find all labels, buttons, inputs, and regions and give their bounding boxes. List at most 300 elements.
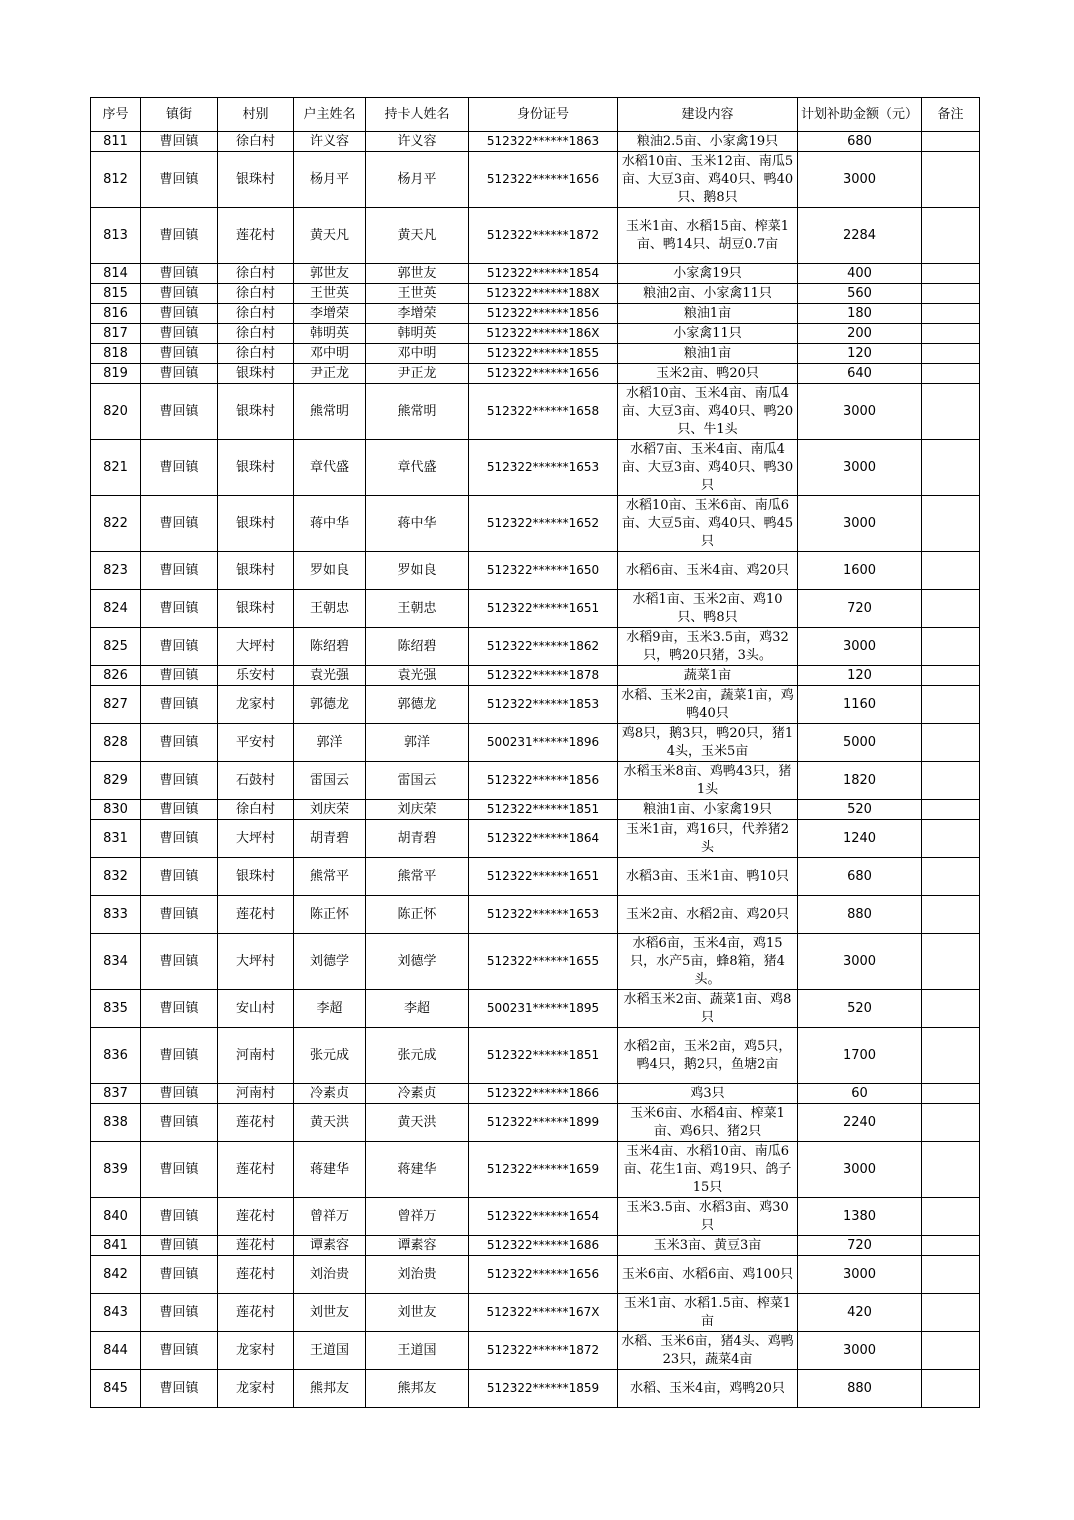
cell-seq: 814 <box>91 264 141 284</box>
cell-amount: 3000 <box>798 628 922 666</box>
cell-owner: 尹正龙 <box>294 364 366 384</box>
header-village: 村别 <box>218 98 294 132</box>
cell-note <box>922 800 980 820</box>
cell-content: 玉米1亩、水稻15亩、榨菜1亩、鸭14只、胡豆0.7亩 <box>618 208 798 264</box>
cell-content: 玉米6亩、水稻4亩、榨菜1亩、鸡6只、猪2只 <box>618 1104 798 1142</box>
cell-content: 蔬菜1亩 <box>618 666 798 686</box>
cell-village: 龙家村 <box>218 1370 294 1408</box>
cell-seq: 840 <box>91 1198 141 1236</box>
cell-content: 粮油2亩、小家禽11只 <box>618 284 798 304</box>
cell-village: 大坪村 <box>218 628 294 666</box>
cell-content: 小家禽11只 <box>618 324 798 344</box>
cell-content: 水稻、玉米2亩，蔬菜1亩，鸡鸭40只 <box>618 686 798 724</box>
header-note: 备注 <box>922 98 980 132</box>
cell-amount: 520 <box>798 800 922 820</box>
cell-owner: 袁光强 <box>294 666 366 686</box>
cell-id: 512322******1651 <box>469 590 618 628</box>
cell-id: 512322******1653 <box>469 440 618 496</box>
cell-note <box>922 324 980 344</box>
cell-town: 曹回镇 <box>141 208 218 264</box>
cell-seq: 845 <box>91 1370 141 1408</box>
cell-note <box>922 1370 980 1408</box>
cell-town: 曹回镇 <box>141 762 218 800</box>
cell-seq: 825 <box>91 628 141 666</box>
cell-id: 500231******1896 <box>469 724 618 762</box>
cell-town: 曹回镇 <box>141 896 218 934</box>
cell-content: 水稻1亩、玉米2亩、鸡10只、鸭8只 <box>618 590 798 628</box>
table-row <box>91 858 980 896</box>
cell-town: 曹回镇 <box>141 384 218 440</box>
cell-amount: 1160 <box>798 686 922 724</box>
cell-amount: 1240 <box>798 820 922 858</box>
cell-owner: 许义容 <box>294 132 366 152</box>
cell-id: 512322******1864 <box>469 820 618 858</box>
cell-content: 水稻10亩、玉米12亩、南瓜5亩、大豆3亩、鸡40只、鸭40只、鹅8只 <box>618 152 798 208</box>
cell-amount: 1380 <box>798 1198 922 1236</box>
cell-holder: 黄天洪 <box>366 1104 469 1142</box>
table-row <box>91 800 980 820</box>
cell-content: 玉米4亩、水稻10亩、南瓜6亩、花生1亩、鸡19只、鸽子15只 <box>618 1142 798 1198</box>
cell-content: 鸡3只 <box>618 1084 798 1104</box>
table-row <box>91 1332 980 1370</box>
cell-seq: 818 <box>91 344 141 364</box>
cell-amount: 1700 <box>798 1028 922 1084</box>
cell-town: 曹回镇 <box>141 724 218 762</box>
subsidy-table <box>90 97 980 1408</box>
cell-holder: 袁光强 <box>366 666 469 686</box>
cell-seq: 823 <box>91 552 141 590</box>
cell-holder: 熊邦友 <box>366 1370 469 1408</box>
cell-id: 512322******188X <box>469 284 618 304</box>
cell-owner: 章代盛 <box>294 440 366 496</box>
cell-holder: 熊常明 <box>366 384 469 440</box>
cell-owner: 王世英 <box>294 284 366 304</box>
cell-amount: 3000 <box>798 1142 922 1198</box>
cell-town: 曹回镇 <box>141 344 218 364</box>
cell-content: 粮油1亩 <box>618 344 798 364</box>
cell-owner: 刘庆荣 <box>294 800 366 820</box>
cell-id: 512322******1872 <box>469 208 618 264</box>
cell-owner: 黄天凡 <box>294 208 366 264</box>
cell-owner: 雷国云 <box>294 762 366 800</box>
table-row <box>91 1294 980 1332</box>
cell-id: 512322******1855 <box>469 344 618 364</box>
cell-village: 乐安村 <box>218 666 294 686</box>
cell-town: 曹回镇 <box>141 324 218 344</box>
cell-seq: 822 <box>91 496 141 552</box>
subsidy-table-sheet <box>90 97 979 1408</box>
cell-content: 水稻玉米2亩、蔬菜1亩、鸡8只 <box>618 990 798 1028</box>
cell-note <box>922 628 980 666</box>
cell-owner: 陈绍碧 <box>294 628 366 666</box>
cell-holder: 章代盛 <box>366 440 469 496</box>
cell-id: 512322******167X <box>469 1294 618 1332</box>
cell-town: 曹回镇 <box>141 364 218 384</box>
cell-id: 512322******1854 <box>469 264 618 284</box>
cell-village: 银珠村 <box>218 440 294 496</box>
cell-note <box>922 1198 980 1236</box>
cell-content: 水稻、玉米6亩，猪4头、鸡鸭23只，蔬菜4亩 <box>618 1332 798 1370</box>
table-row <box>91 284 980 304</box>
cell-holder: 黄天凡 <box>366 208 469 264</box>
cell-seq: 832 <box>91 858 141 896</box>
cell-village: 莲花村 <box>218 1142 294 1198</box>
cell-holder: 张元成 <box>366 1028 469 1084</box>
cell-holder: 李增荣 <box>366 304 469 324</box>
cell-content: 玉米3.5亩、水稻3亩、鸡30只 <box>618 1198 798 1236</box>
cell-town: 曹回镇 <box>141 552 218 590</box>
cell-owner: 蒋中华 <box>294 496 366 552</box>
cell-content: 水稻9亩，玉米3.5亩，鸡32只，鸭20只猪，3头。 <box>618 628 798 666</box>
cell-holder: 谭素容 <box>366 1236 469 1256</box>
header-town: 镇街 <box>141 98 218 132</box>
cell-amount: 640 <box>798 364 922 384</box>
cell-seq: 813 <box>91 208 141 264</box>
cell-holder: 熊常平 <box>366 858 469 896</box>
cell-holder: 杨月平 <box>366 152 469 208</box>
cell-amount: 720 <box>798 590 922 628</box>
header-id: 身份证号 <box>469 98 618 132</box>
table-row <box>91 1104 980 1142</box>
cell-owner: 李超 <box>294 990 366 1028</box>
cell-content: 粮油2.5亩、小家禽19只 <box>618 132 798 152</box>
cell-id: 512322******1655 <box>469 934 618 990</box>
cell-amount: 560 <box>798 284 922 304</box>
cell-seq: 824 <box>91 590 141 628</box>
cell-amount: 400 <box>798 264 922 284</box>
cell-content: 水稻10亩、玉米6亩、南瓜6亩、大豆5亩、鸡40只、鸭45只 <box>618 496 798 552</box>
table-row <box>91 762 980 800</box>
cell-id: 512322******1872 <box>469 1332 618 1370</box>
cell-note <box>922 1084 980 1104</box>
cell-id: 512322******1652 <box>469 496 618 552</box>
table-row <box>91 1256 980 1294</box>
cell-holder: 冷素贞 <box>366 1084 469 1104</box>
header-seq: 序号 <box>91 98 141 132</box>
cell-owner: 曾祥万 <box>294 1198 366 1236</box>
table-row <box>91 590 980 628</box>
cell-holder: 罗如良 <box>366 552 469 590</box>
cell-amount: 3000 <box>798 384 922 440</box>
cell-note <box>922 934 980 990</box>
cell-amount: 120 <box>798 344 922 364</box>
cell-seq: 831 <box>91 820 141 858</box>
cell-amount: 3000 <box>798 934 922 990</box>
cell-holder: 刘德学 <box>366 934 469 990</box>
table-body <box>91 132 980 1408</box>
cell-note <box>922 666 980 686</box>
cell-seq: 833 <box>91 896 141 934</box>
table-row <box>91 1370 980 1408</box>
cell-owner: 冷素贞 <box>294 1084 366 1104</box>
cell-owner: 郭洋 <box>294 724 366 762</box>
cell-note <box>922 208 980 264</box>
cell-note <box>922 152 980 208</box>
cell-village: 安山村 <box>218 990 294 1028</box>
cell-village: 银珠村 <box>218 552 294 590</box>
cell-village: 徐白村 <box>218 132 294 152</box>
cell-village: 莲花村 <box>218 1104 294 1142</box>
cell-seq: 815 <box>91 284 141 304</box>
cell-content: 小家禽19只 <box>618 264 798 284</box>
cell-note <box>922 1332 980 1370</box>
table-row <box>91 440 980 496</box>
cell-id: 512322******1856 <box>469 762 618 800</box>
cell-note <box>922 858 980 896</box>
cell-seq: 836 <box>91 1028 141 1084</box>
cell-note <box>922 552 980 590</box>
cell-seq: 811 <box>91 132 141 152</box>
cell-town: 曹回镇 <box>141 1370 218 1408</box>
table-row <box>91 990 980 1028</box>
cell-seq: 819 <box>91 364 141 384</box>
cell-holder: 王道国 <box>366 1332 469 1370</box>
cell-village: 莲花村 <box>218 1294 294 1332</box>
cell-town: 曹回镇 <box>141 1256 218 1294</box>
cell-owner: 陈正怀 <box>294 896 366 934</box>
table-row <box>91 1236 980 1256</box>
cell-content: 玉米3亩、黄豆3亩 <box>618 1236 798 1256</box>
cell-holder: 刘世友 <box>366 1294 469 1332</box>
cell-amount: 3000 <box>798 496 922 552</box>
cell-note <box>922 1256 980 1294</box>
cell-town: 曹回镇 <box>141 800 218 820</box>
cell-id: 512322******1658 <box>469 384 618 440</box>
cell-note <box>922 364 980 384</box>
cell-content: 玉米2亩、水稻2亩、鸡20只 <box>618 896 798 934</box>
cell-owner: 王道国 <box>294 1332 366 1370</box>
cell-village: 银珠村 <box>218 152 294 208</box>
cell-id: 512322******1650 <box>469 552 618 590</box>
table-row <box>91 724 980 762</box>
cell-note <box>922 1142 980 1198</box>
cell-content: 玉米1亩、水稻1.5亩、榨菜1亩 <box>618 1294 798 1332</box>
cell-amount: 2284 <box>798 208 922 264</box>
cell-town: 曹回镇 <box>141 496 218 552</box>
cell-village: 银珠村 <box>218 590 294 628</box>
cell-village: 大坪村 <box>218 820 294 858</box>
cell-owner: 蒋建华 <box>294 1142 366 1198</box>
cell-owner: 刘世友 <box>294 1294 366 1332</box>
table-row <box>91 628 980 666</box>
cell-amount: 2240 <box>798 1104 922 1142</box>
table-row <box>91 344 980 364</box>
cell-amount: 680 <box>798 132 922 152</box>
cell-holder: 郭洋 <box>366 724 469 762</box>
cell-owner: 李增荣 <box>294 304 366 324</box>
cell-note <box>922 1028 980 1084</box>
header-content: 建设内容 <box>618 98 798 132</box>
cell-amount: 420 <box>798 1294 922 1332</box>
cell-owner: 韩明英 <box>294 324 366 344</box>
cell-amount: 880 <box>798 1370 922 1408</box>
cell-holder: 曾祥万 <box>366 1198 469 1236</box>
cell-seq: 843 <box>91 1294 141 1332</box>
table-row <box>91 896 980 934</box>
cell-id: 512322******1656 <box>469 152 618 208</box>
cell-amount: 60 <box>798 1084 922 1104</box>
cell-note <box>922 896 980 934</box>
cell-note <box>922 132 980 152</box>
table-row <box>91 1198 980 1236</box>
cell-id: 500231******1895 <box>469 990 618 1028</box>
cell-seq: 835 <box>91 990 141 1028</box>
cell-seq: 830 <box>91 800 141 820</box>
cell-content: 粮油1亩 <box>618 304 798 324</box>
cell-seq: 844 <box>91 1332 141 1370</box>
cell-village: 莲花村 <box>218 1236 294 1256</box>
cell-village: 龙家村 <box>218 686 294 724</box>
cell-id: 512322******1656 <box>469 364 618 384</box>
cell-id: 512322******1654 <box>469 1198 618 1236</box>
cell-owner: 熊常平 <box>294 858 366 896</box>
cell-note <box>922 1104 980 1142</box>
cell-amount: 5000 <box>798 724 922 762</box>
cell-town: 曹回镇 <box>141 440 218 496</box>
cell-holder: 韩明英 <box>366 324 469 344</box>
cell-seq: 834 <box>91 934 141 990</box>
table-row <box>91 686 980 724</box>
cell-content: 水稻、玉米4亩，鸡鸭20只 <box>618 1370 798 1408</box>
cell-seq: 816 <box>91 304 141 324</box>
header-owner: 户主姓名 <box>294 98 366 132</box>
cell-owner: 郭世友 <box>294 264 366 284</box>
cell-amount: 720 <box>798 1236 922 1256</box>
table-row <box>91 1142 980 1198</box>
cell-amount: 120 <box>798 666 922 686</box>
table-row <box>91 1084 980 1104</box>
cell-owner: 刘治贵 <box>294 1256 366 1294</box>
table-row <box>91 132 980 152</box>
cell-holder: 李超 <box>366 990 469 1028</box>
cell-town: 曹回镇 <box>141 304 218 324</box>
cell-town: 曹回镇 <box>141 152 218 208</box>
cell-owner: 郭德龙 <box>294 686 366 724</box>
cell-holder: 雷国云 <box>366 762 469 800</box>
cell-content: 水稻6亩，玉米4亩，鸡15只，水产5亩，蜂8箱，猪4头。 <box>618 934 798 990</box>
cell-village: 莲花村 <box>218 1256 294 1294</box>
cell-amount: 680 <box>798 858 922 896</box>
cell-id: 512322******1853 <box>469 686 618 724</box>
cell-note <box>922 820 980 858</box>
cell-owner: 谭素容 <box>294 1236 366 1256</box>
cell-town: 曹回镇 <box>141 934 218 990</box>
cell-amount: 1600 <box>798 552 922 590</box>
cell-owner: 刘德学 <box>294 934 366 990</box>
cell-village: 莲花村 <box>218 1198 294 1236</box>
cell-town: 曹回镇 <box>141 686 218 724</box>
cell-note <box>922 724 980 762</box>
cell-note <box>922 990 980 1028</box>
cell-note <box>922 344 980 364</box>
cell-note <box>922 496 980 552</box>
table-row <box>91 384 980 440</box>
cell-holder: 胡青碧 <box>366 820 469 858</box>
cell-id: 512322******1866 <box>469 1084 618 1104</box>
cell-village: 银珠村 <box>218 858 294 896</box>
cell-owner: 罗如良 <box>294 552 366 590</box>
cell-amount: 520 <box>798 990 922 1028</box>
cell-holder: 陈正怀 <box>366 896 469 934</box>
cell-owner: 黄天洪 <box>294 1104 366 1142</box>
cell-village: 徐白村 <box>218 284 294 304</box>
cell-owner: 王朝忠 <box>294 590 366 628</box>
cell-seq: 841 <box>91 1236 141 1256</box>
table-row <box>91 208 980 264</box>
cell-seq: 837 <box>91 1084 141 1104</box>
table-row <box>91 496 980 552</box>
cell-seq: 817 <box>91 324 141 344</box>
cell-seq: 839 <box>91 1142 141 1198</box>
cell-owner: 胡青碧 <box>294 820 366 858</box>
cell-id: 512322******1851 <box>469 800 618 820</box>
cell-owner: 杨月平 <box>294 152 366 208</box>
cell-holder: 郭世友 <box>366 264 469 284</box>
cell-amount: 3000 <box>798 440 922 496</box>
cell-amount: 3000 <box>798 1256 922 1294</box>
cell-holder: 蒋建华 <box>366 1142 469 1198</box>
cell-town: 曹回镇 <box>141 1294 218 1332</box>
cell-amount: 180 <box>798 304 922 324</box>
cell-town: 曹回镇 <box>141 628 218 666</box>
cell-village: 徐白村 <box>218 264 294 284</box>
cell-village: 徐白村 <box>218 800 294 820</box>
cell-holder: 许义容 <box>366 132 469 152</box>
table-row <box>91 152 980 208</box>
cell-id: 512322******1659 <box>469 1142 618 1198</box>
cell-note <box>922 1294 980 1332</box>
table-row <box>91 1028 980 1084</box>
cell-village: 银珠村 <box>218 496 294 552</box>
cell-content: 玉米6亩、水稻6亩、鸡100只 <box>618 1256 798 1294</box>
cell-holder: 王朝忠 <box>366 590 469 628</box>
cell-id: 512322******1862 <box>469 628 618 666</box>
cell-seq: 828 <box>91 724 141 762</box>
cell-village: 莲花村 <box>218 896 294 934</box>
cell-holder: 刘治贵 <box>366 1256 469 1294</box>
cell-content: 水稻10亩、玉米4亩、南瓜4亩、大豆3亩、鸡40只、鸭20只、牛1头 <box>618 384 798 440</box>
cell-content: 玉米1亩，鸡16只，代养猪2头 <box>618 820 798 858</box>
cell-seq: 812 <box>91 152 141 208</box>
cell-village: 银珠村 <box>218 364 294 384</box>
table-row <box>91 264 980 284</box>
cell-note <box>922 590 980 628</box>
cell-village: 徐白村 <box>218 344 294 364</box>
table-row <box>91 820 980 858</box>
cell-town: 曹回镇 <box>141 1142 218 1198</box>
cell-village: 银珠村 <box>218 384 294 440</box>
table-row <box>91 324 980 344</box>
table-row <box>91 666 980 686</box>
cell-content: 水稻3亩、玉米1亩、鸭10只 <box>618 858 798 896</box>
cell-content: 水稻玉米8亩、鸡鸭43只，猪1头 <box>618 762 798 800</box>
cell-id: 512322******1651 <box>469 858 618 896</box>
cell-village: 徐白村 <box>218 304 294 324</box>
cell-town: 曹回镇 <box>141 990 218 1028</box>
header-holder: 持卡人姓名 <box>366 98 469 132</box>
cell-note <box>922 762 980 800</box>
table-row <box>91 364 980 384</box>
cell-id: 512322******1899 <box>469 1104 618 1142</box>
cell-seq: 827 <box>91 686 141 724</box>
header-amount: 计划补助金额（元） <box>798 98 922 132</box>
cell-note <box>922 304 980 324</box>
cell-village: 平安村 <box>218 724 294 762</box>
cell-town: 曹回镇 <box>141 1084 218 1104</box>
cell-content: 水稻7亩、玉米4亩、南瓜4亩、大豆3亩、鸡40只、鸭30只 <box>618 440 798 496</box>
cell-town: 曹回镇 <box>141 858 218 896</box>
cell-id: 512322******1686 <box>469 1236 618 1256</box>
